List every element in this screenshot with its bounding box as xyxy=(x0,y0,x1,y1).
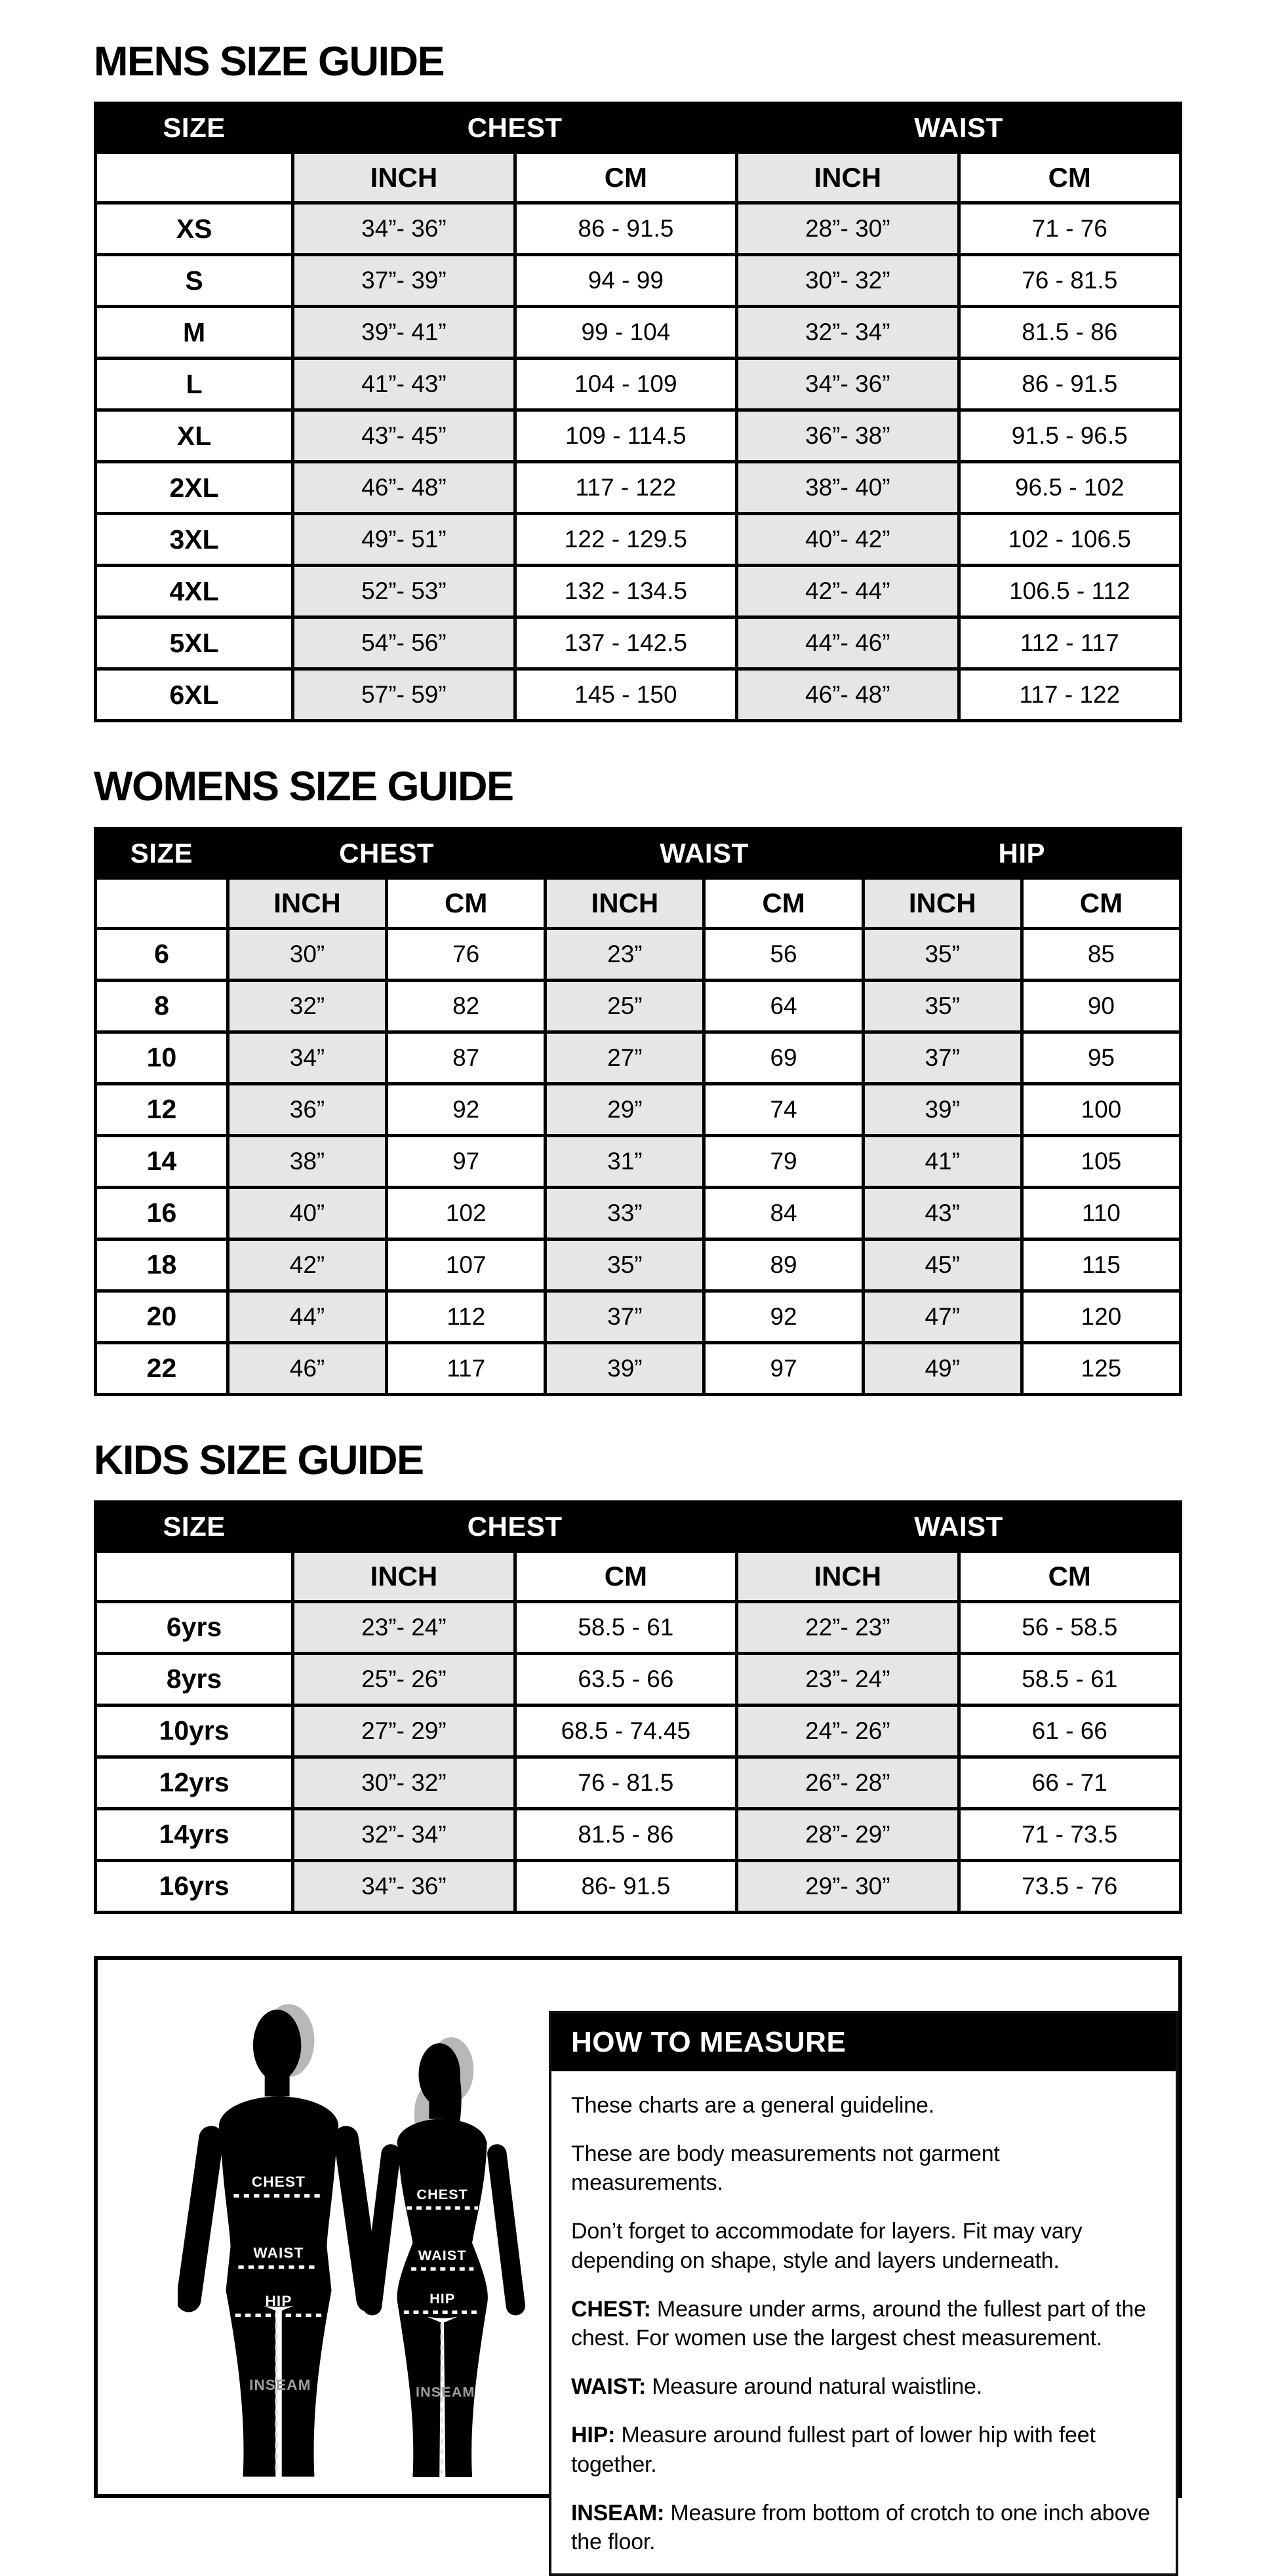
female-chest-label: CHEST xyxy=(416,2187,469,2203)
value-cell: 35” xyxy=(546,1239,704,1291)
measure-note-waist xyxy=(571,2372,1153,2401)
note-label: WAIST: xyxy=(571,2374,647,2400)
value-cell: 115 xyxy=(1022,1239,1180,1291)
measure-note xyxy=(571,2139,1153,2197)
value-cell: 92 xyxy=(387,1083,546,1135)
how-to-measure-box xyxy=(549,2011,1178,2576)
table-row xyxy=(96,669,1181,721)
table-row xyxy=(96,307,1181,359)
mens-header-row xyxy=(96,104,1181,153)
measure-note xyxy=(571,2091,1153,2120)
mens-section xyxy=(94,39,1182,722)
empty-cell xyxy=(96,878,228,928)
value-cell: 34” xyxy=(228,1032,386,1083)
womens-title: WOMENS SIZE GUIDE xyxy=(94,764,513,810)
mens-chest-inch-header: INCH xyxy=(293,153,515,203)
mens-subheader-row xyxy=(96,153,1181,203)
value-cell: 105 xyxy=(1022,1135,1180,1187)
size-cell: 6 xyxy=(96,928,228,980)
value-cell: 47” xyxy=(863,1291,1022,1342)
value-cell: 86 - 91.5 xyxy=(515,203,736,255)
value-cell: 30” xyxy=(228,928,386,980)
womens-waist-cm-header: CM xyxy=(704,878,863,928)
table-row xyxy=(96,1342,1181,1394)
value-cell: 68.5 - 74.45 xyxy=(515,1705,736,1757)
kids-table-body xyxy=(96,1601,1181,1912)
value-cell: 76 - 81.5 xyxy=(515,1757,736,1808)
kids-header-waist: WAIST xyxy=(737,1502,1181,1551)
value-cell: 109 - 114.5 xyxy=(515,410,736,462)
value-cell: 24”- 26” xyxy=(737,1705,959,1757)
value-cell: 94 - 99 xyxy=(515,255,736,307)
value-cell: 27” xyxy=(546,1032,704,1083)
measure-note-chest xyxy=(571,2295,1153,2352)
size-cell: L xyxy=(96,359,293,410)
table-row xyxy=(96,255,1181,307)
kids-subheader-row xyxy=(96,1551,1181,1601)
table-row xyxy=(96,410,1181,462)
value-cell: 54”- 56” xyxy=(293,617,515,669)
table-row xyxy=(96,1239,1181,1291)
value-cell: 97 xyxy=(387,1135,546,1187)
value-cell: 112 xyxy=(387,1291,546,1342)
womens-header-row xyxy=(96,829,1181,878)
value-cell: 86 - 91.5 xyxy=(959,359,1180,410)
value-cell: 76 - 81.5 xyxy=(959,255,1180,307)
value-cell: 28”- 29” xyxy=(737,1808,959,1860)
value-cell: 38” xyxy=(228,1135,386,1187)
male-neck xyxy=(265,2073,290,2097)
mens-waist-inch-header: INCH xyxy=(737,153,959,203)
male-hip-label: HIP xyxy=(265,2292,292,2309)
value-cell: 43”- 45” xyxy=(293,410,515,462)
value-cell: 66 - 71 xyxy=(959,1757,1180,1808)
value-cell: 27”- 29” xyxy=(293,1705,515,1757)
womens-header-chest: CHEST xyxy=(228,829,545,878)
value-cell: 104 - 109 xyxy=(515,359,736,410)
womens-subheader-row xyxy=(96,878,1181,928)
value-cell: 71 - 76 xyxy=(959,203,1180,255)
size-cell: 5XL xyxy=(96,617,293,669)
womens-chest-cm-header: CM xyxy=(387,878,546,928)
value-cell: 97 xyxy=(704,1342,863,1394)
size-cell: 8yrs xyxy=(96,1653,293,1705)
table-row xyxy=(96,1187,1181,1239)
value-cell: 87 xyxy=(387,1032,546,1083)
value-cell: 23”- 24” xyxy=(737,1653,959,1705)
value-cell: 30”- 32” xyxy=(293,1757,515,1808)
how-to-measure-title: HOW TO MEASURE xyxy=(551,2014,1176,2071)
value-cell: 25”- 26” xyxy=(293,1653,515,1705)
size-cell: 10 xyxy=(96,1032,228,1083)
value-cell: 35” xyxy=(863,928,1022,980)
value-cell: 34”- 36” xyxy=(737,359,959,410)
male-inseam-label: INSEAM xyxy=(249,2376,311,2393)
value-cell: 112 - 117 xyxy=(959,617,1180,669)
value-cell: 99 - 104 xyxy=(515,307,736,359)
womens-chest-inch-header: INCH xyxy=(228,878,386,928)
mens-table-body xyxy=(96,203,1181,721)
size-cell: 4XL xyxy=(96,566,293,617)
value-cell: 84 xyxy=(704,1187,863,1239)
note-text: Don’t forget to accommodate for layers. Fit may vary depending on shape, style and layers underneath. xyxy=(571,2219,1083,2273)
table-row xyxy=(96,359,1181,410)
table-row xyxy=(96,203,1181,255)
value-cell: 145 - 150 xyxy=(515,669,736,721)
value-cell: 81.5 - 86 xyxy=(515,1808,736,1860)
value-cell: 117 - 122 xyxy=(515,462,736,514)
value-cell: 92 xyxy=(704,1291,863,1342)
value-cell: 117 - 122 xyxy=(959,669,1180,721)
female-inseam-label: INSEAM xyxy=(416,2384,475,2400)
size-guide-page xyxy=(94,0,1182,2554)
value-cell: 42”- 44” xyxy=(737,566,959,617)
size-cell: 2XL xyxy=(96,462,293,514)
value-cell: 23”- 24” xyxy=(293,1601,515,1653)
size-cell: 12 xyxy=(96,1083,228,1135)
value-cell: 32”- 34” xyxy=(293,1808,515,1860)
value-cell: 125 xyxy=(1022,1342,1180,1394)
kids-waist-cm-header: CM xyxy=(959,1551,1180,1601)
value-cell: 102 xyxy=(387,1187,546,1239)
kids-size-table xyxy=(94,1500,1182,1914)
note-text: These charts are a general guideline. xyxy=(571,2092,934,2118)
size-cell: 12yrs xyxy=(96,1757,293,1808)
value-cell: 35” xyxy=(863,980,1022,1032)
value-cell: 42” xyxy=(228,1239,386,1291)
male-waist-label: WAIST xyxy=(253,2244,304,2261)
value-cell: 86- 91.5 xyxy=(515,1860,736,1912)
value-cell: 76 xyxy=(387,928,546,980)
value-cell: 37”- 39” xyxy=(293,255,515,307)
how-to-measure-text xyxy=(551,2071,1176,2573)
value-cell: 56 xyxy=(704,928,863,980)
empty-cell xyxy=(96,1551,293,1601)
note-text: Measure around natural waistline. xyxy=(646,2374,982,2400)
mens-header-chest: CHEST xyxy=(293,104,737,153)
value-cell: 36” xyxy=(228,1083,386,1135)
size-cell: S xyxy=(96,255,293,307)
value-cell: 34”- 36” xyxy=(293,203,515,255)
value-cell: 71 - 73.5 xyxy=(959,1808,1180,1860)
mens-header-size: SIZE xyxy=(96,104,293,153)
value-cell: 107 xyxy=(387,1239,546,1291)
note-text: Measure under arms, around the fullest part of the chest. For women use the largest chest measurement. xyxy=(571,2296,1146,2351)
value-cell: 40”- 42” xyxy=(737,514,959,566)
kids-section xyxy=(94,1438,1182,1914)
size-cell: 16yrs xyxy=(96,1860,293,1912)
female-left-arm xyxy=(361,2143,401,2316)
table-row xyxy=(96,514,1181,566)
size-cell: XL xyxy=(96,410,293,462)
table-row xyxy=(96,462,1181,514)
table-row xyxy=(96,1291,1181,1342)
measure-note-inseam xyxy=(571,2499,1153,2556)
value-cell: 40” xyxy=(228,1187,386,1239)
value-cell: 89 xyxy=(704,1239,863,1291)
value-cell: 57”- 59” xyxy=(293,669,515,721)
womens-header-hip: HIP xyxy=(863,829,1180,878)
size-cell: 14yrs xyxy=(96,1808,293,1860)
womens-hip-cm-header: CM xyxy=(1022,878,1180,928)
value-cell: 41” xyxy=(863,1135,1022,1187)
value-cell: 30”- 32” xyxy=(737,255,959,307)
value-cell: 64 xyxy=(704,980,863,1032)
value-cell: 56 - 58.5 xyxy=(959,1601,1180,1653)
womens-hip-inch-header: INCH xyxy=(863,878,1022,928)
value-cell: 28”- 30” xyxy=(737,203,959,255)
note-text: Measure around fullest part of lower hip with feet together. xyxy=(571,2423,1096,2477)
value-cell: 100 xyxy=(1022,1083,1180,1135)
value-cell: 132 - 134.5 xyxy=(515,566,736,617)
table-row xyxy=(96,1860,1181,1912)
male-body-figure-icon xyxy=(178,2002,380,2483)
value-cell: 74 xyxy=(704,1083,863,1135)
value-cell: 102 - 106.5 xyxy=(959,514,1180,566)
female-neck xyxy=(429,2099,450,2118)
value-cell: 137 - 142.5 xyxy=(515,617,736,669)
male-head xyxy=(253,2010,301,2081)
kids-title: KIDS SIZE GUIDE xyxy=(94,1437,424,1483)
value-cell: 85 xyxy=(1022,928,1180,980)
value-cell: 37” xyxy=(546,1291,704,1342)
value-cell: 39” xyxy=(546,1342,704,1394)
kids-chest-cm-header: CM xyxy=(515,1551,736,1601)
value-cell: 96.5 - 102 xyxy=(959,462,1180,514)
mens-chest-cm-header: CM xyxy=(515,153,736,203)
womens-table-body xyxy=(96,928,1181,1394)
womens-waist-inch-header: INCH xyxy=(546,878,704,928)
value-cell: 122 - 129.5 xyxy=(515,514,736,566)
size-cell: 6yrs xyxy=(96,1601,293,1653)
womens-header-size: SIZE xyxy=(96,829,228,878)
male-torso xyxy=(220,2124,338,2307)
table-row xyxy=(96,980,1181,1032)
value-cell: 63.5 - 66 xyxy=(515,1653,736,1705)
size-cell: 18 xyxy=(96,1239,228,1291)
value-cell: 44”- 46” xyxy=(737,617,959,669)
size-cell: 22 xyxy=(96,1342,228,1394)
value-cell: 58.5 - 61 xyxy=(515,1601,736,1653)
value-cell: 120 xyxy=(1022,1291,1180,1342)
value-cell: 90 xyxy=(1022,980,1180,1032)
table-row xyxy=(96,1135,1181,1187)
womens-size-table xyxy=(94,827,1182,1396)
table-row xyxy=(96,1705,1181,1757)
table-row xyxy=(96,1083,1181,1135)
value-cell: 52”- 53” xyxy=(293,566,515,617)
value-cell: 38”- 40” xyxy=(737,462,959,514)
female-hip-label: HIP xyxy=(429,2290,456,2307)
value-cell: 29”- 30” xyxy=(737,1860,959,1912)
value-cell: 23” xyxy=(546,928,704,980)
value-cell: 58.5 - 61 xyxy=(959,1653,1180,1705)
kids-header-row xyxy=(96,1502,1181,1551)
mens-header-waist: WAIST xyxy=(737,104,1181,153)
mens-title: MENS SIZE GUIDE xyxy=(94,39,445,85)
value-cell: 39” xyxy=(863,1083,1022,1135)
value-cell: 49”- 51” xyxy=(293,514,515,566)
value-cell: 43” xyxy=(863,1187,1022,1239)
value-cell: 110 xyxy=(1022,1187,1180,1239)
male-chest-label: CHEST xyxy=(251,2173,306,2190)
table-row xyxy=(96,1601,1181,1653)
female-waist-label: WAIST xyxy=(418,2247,467,2263)
kids-header-chest: CHEST xyxy=(293,1502,737,1551)
size-cell: M xyxy=(96,307,293,359)
kids-waist-inch-header: INCH xyxy=(737,1551,959,1601)
value-cell: 81.5 - 86 xyxy=(959,307,1180,359)
mens-waist-cm-header: CM xyxy=(959,153,1180,203)
value-cell: 29” xyxy=(546,1083,704,1135)
size-cell: 8 xyxy=(96,980,228,1032)
table-row xyxy=(96,1757,1181,1808)
note-label: HIP: xyxy=(571,2423,616,2448)
how-to-measure-panel xyxy=(94,1956,1182,2554)
size-cell: 10yrs xyxy=(96,1705,293,1757)
table-row xyxy=(96,1032,1181,1083)
table-row xyxy=(96,566,1181,617)
value-cell: 26”- 28” xyxy=(737,1757,959,1808)
value-cell: 45” xyxy=(863,1239,1022,1291)
value-cell: 33” xyxy=(546,1187,704,1239)
value-cell: 37” xyxy=(863,1032,1022,1083)
value-cell: 49” xyxy=(863,1342,1022,1394)
kids-chest-inch-header: INCH xyxy=(293,1551,515,1601)
value-cell: 41”- 43” xyxy=(293,359,515,410)
value-cell: 46” xyxy=(228,1342,386,1394)
size-cell: 6XL xyxy=(96,669,293,721)
measure-note xyxy=(571,2217,1153,2274)
value-cell: 32”- 34” xyxy=(737,307,959,359)
size-cell: 20 xyxy=(96,1291,228,1342)
note-label: CHEST: xyxy=(571,2296,651,2322)
value-cell: 36”- 38” xyxy=(737,410,959,462)
kids-header-size: SIZE xyxy=(96,1502,293,1551)
value-cell: 106.5 - 112 xyxy=(959,566,1180,617)
empty-cell xyxy=(96,153,293,203)
male-left-arm xyxy=(178,2124,226,2314)
size-cell: 3XL xyxy=(96,514,293,566)
value-cell: 22”- 23” xyxy=(737,1601,959,1653)
value-cell: 69 xyxy=(704,1032,863,1083)
value-cell: 117 xyxy=(387,1342,546,1394)
size-cell: 14 xyxy=(96,1135,228,1187)
value-cell: 73.5 - 76 xyxy=(959,1860,1180,1912)
value-cell: 79 xyxy=(704,1135,863,1187)
womens-section xyxy=(94,764,1182,1395)
value-cell: 46”- 48” xyxy=(737,669,959,721)
size-cell: XS xyxy=(96,203,293,255)
value-cell: 82 xyxy=(387,980,546,1032)
womens-header-waist: WAIST xyxy=(546,829,863,878)
female-body-figure-icon xyxy=(355,2028,533,2480)
table-row xyxy=(96,1808,1181,1860)
value-cell: 44” xyxy=(228,1291,386,1342)
value-cell: 32” xyxy=(228,980,386,1032)
female-right-arm xyxy=(486,2143,526,2316)
note-label: INSEAM: xyxy=(571,2500,665,2526)
value-cell: 61 - 66 xyxy=(959,1705,1180,1757)
mens-size-table xyxy=(94,102,1182,722)
value-cell: 95 xyxy=(1022,1032,1180,1083)
note-text: These are body measurements not garment measurements. xyxy=(571,2141,1000,2196)
table-row xyxy=(96,617,1181,669)
measure-note-hip xyxy=(571,2421,1153,2478)
value-cell: 34”- 36” xyxy=(293,1860,515,1912)
value-cell: 91.5 - 96.5 xyxy=(959,410,1180,462)
size-cell: 16 xyxy=(96,1187,228,1239)
value-cell: 31” xyxy=(546,1135,704,1187)
value-cell: 46”- 48” xyxy=(293,462,515,514)
note-text: Measure from bottom of crotch to one inch above the floor. xyxy=(571,2500,1150,2554)
value-cell: 39”- 41” xyxy=(293,307,515,359)
value-cell: 25” xyxy=(546,980,704,1032)
table-row xyxy=(96,1653,1181,1705)
table-row xyxy=(96,928,1181,980)
